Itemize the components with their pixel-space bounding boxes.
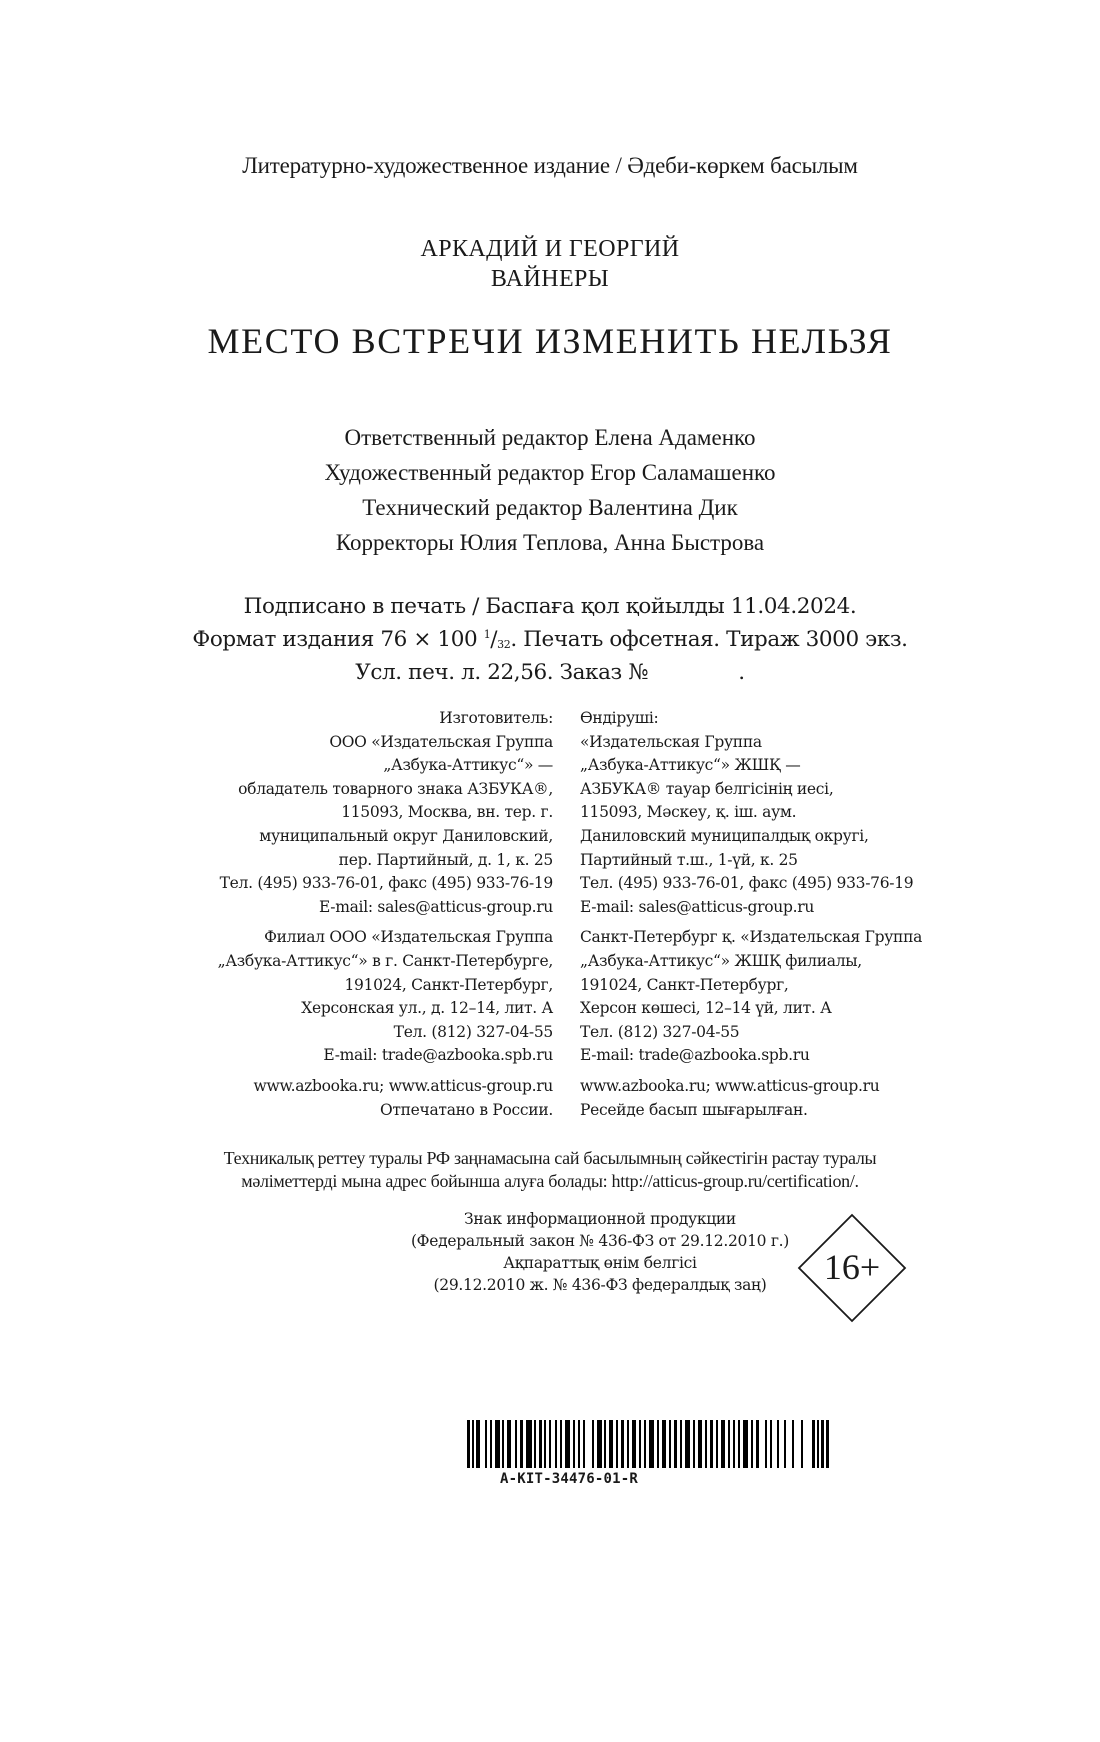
info-product-sign xyxy=(380,1208,820,1296)
manufacturer-line: Өндіруші: xyxy=(580,709,659,727)
print-info xyxy=(0,593,1100,687)
staff-line: Корректоры Юлия Теплова, Анна Быстрова xyxy=(335,530,765,555)
age-rating: 16+ xyxy=(823,1247,881,1287)
manufacturer-line: муниципальный округ Даниловский, xyxy=(259,826,553,845)
branch-line: „Азбука-Аттикус“» ЖШҚ филиалы, xyxy=(580,951,862,970)
publisher-column-kz xyxy=(580,707,922,1122)
authors-line-1: АРКАДИЙ И ГЕОРГИЙ xyxy=(420,236,680,262)
certification-line-2: мәліметтерді мына адрес бойынша алуға болады: http://atticus-group.ru/certification/. xyxy=(241,1171,859,1191)
manufacturer-line: ООО «Издательская Группа xyxy=(329,732,553,751)
branch-line: „Азбука-Аттикус“» в г. Санкт-Петербурге, xyxy=(217,951,553,970)
certification-line-1: Техникалық реттеу туралы РФ заңнамасына сай басылымның сәйкестігін растау туралы xyxy=(223,1148,877,1168)
manufacturer-line: АЗБУКА® тауар белгісінің иесі, xyxy=(580,779,834,798)
format-slash: / xyxy=(490,627,498,652)
branch-email: E-mail: trade@azbooka.spb.ru xyxy=(323,1046,553,1065)
websites: www.azbooka.ru; www.atticus-group.ru xyxy=(253,1076,553,1095)
branch-line: 191024, Санкт-Петербург, xyxy=(580,975,789,994)
staff-line: Художественный редактор Егор Саламашенко xyxy=(324,460,776,485)
format-line xyxy=(0,621,1100,659)
manufacturer-line: Изготовитель: xyxy=(439,709,553,727)
printed-in: Ресейде басып шығарылған. xyxy=(580,1100,808,1119)
edition-type: Литературно-художественное издание / Әдеби-көркем басылым xyxy=(242,153,858,178)
branch-line: Тел. (812) 327-04-55 xyxy=(393,1022,553,1041)
branch-line: 191024, Санкт-Петербург, xyxy=(344,975,553,994)
info-sign-line: Ақпараттық өнім белгісі xyxy=(503,1254,697,1272)
manufacturer-line: 115093, Москва, вн. тер. г. xyxy=(341,803,553,822)
book-authors xyxy=(0,234,1100,294)
manufacturer-line: Тел. (495) 933-76-01, факс (495) 933-76-19 xyxy=(219,874,553,893)
manufacturer-line: Тел. (495) 933-76-01, факс (495) 933-76-19 xyxy=(580,874,914,893)
editorial-staff xyxy=(0,420,1100,560)
format-prefix: Формат издания 76 × 100 xyxy=(192,627,484,652)
branch-line: Тел. (812) 327-04-55 xyxy=(580,1022,740,1041)
printed-in: Отпечатано в России. xyxy=(379,1100,553,1119)
sheets-order: Усл. печ. л. 22,56. Заказ № . xyxy=(355,660,745,685)
manufacturer-line: обладатель товарного знака АЗБУКА®, xyxy=(238,779,553,798)
signed-to-print: Подписано в печать / Баспаға қол қойылды 11.04.2024. xyxy=(243,594,857,619)
staff-line: Технический редактор Валентина Дик xyxy=(362,495,738,520)
manufacturer-line: „Азбука-Аттикус“» — xyxy=(383,756,553,775)
format-numerator: 1 xyxy=(483,628,491,641)
certification-notice xyxy=(0,1147,1100,1193)
info-sign-line: (29.12.2010 ж. № 436-ФЗ федералдық заң) xyxy=(433,1276,767,1294)
branch-line: Херсон көшесі, 12–14 үй, лит. А xyxy=(580,999,832,1018)
barcode-icon xyxy=(467,1420,829,1468)
manufacturer-line: Даниловский муниципалдық округі, xyxy=(580,826,869,845)
manufacturer-email: E-mail: sales@atticus-group.ru xyxy=(580,897,815,916)
websites: www.azbooka.ru; www.atticus-group.ru xyxy=(580,1076,880,1095)
format-denominator: 32 xyxy=(497,638,511,651)
branch-email: E-mail: trade@azbooka.spb.ru xyxy=(580,1046,810,1065)
publisher-column-ru xyxy=(218,707,553,1122)
branch-line: Херсонская ул., д. 12–14, лит. А xyxy=(301,999,553,1018)
info-sign-line: (Федеральный закон № 436-ФЗ от 29.12.2010 г.) xyxy=(410,1232,790,1250)
manufacturer-line: „Азбука-Аттикус“» ЖШҚ — xyxy=(580,756,801,775)
staff-line: Ответственный редактор Елена Адаменко xyxy=(344,425,756,450)
branch-line: Санкт-Петербург қ. «Издательская Группа xyxy=(580,928,923,947)
manufacturer-line: пер. Партийный, д. 1, к. 25 xyxy=(338,850,553,869)
manufacturer-line: 115093, Мәскеу, қ. іш. аум. xyxy=(580,803,797,822)
authors-line-2: ВАЙНЕРЫ xyxy=(490,266,610,292)
manufacturer-email: E-mail: sales@atticus-group.ru xyxy=(318,897,553,916)
manufacturer-line: Партийный т.ш., 1-үй, к. 25 xyxy=(580,850,798,869)
format-suffix: . Печать офсетная. Тираж 3000 экз. xyxy=(510,627,908,652)
manufacturer-line: «Издательская Группа xyxy=(580,732,762,751)
branch-line: Филиал ООО «Издательская Группа xyxy=(264,928,553,947)
age-rating-diamond-icon xyxy=(797,1213,907,1323)
book-title: МЕСТО ВСТРЕЧИ ИЗМЕНИТЬ НЕЛЬЗЯ xyxy=(207,321,893,361)
barcode-code: A-KIT-34476-01-R xyxy=(500,1471,639,1487)
info-sign-line: Знак информационной продукции xyxy=(464,1210,736,1228)
